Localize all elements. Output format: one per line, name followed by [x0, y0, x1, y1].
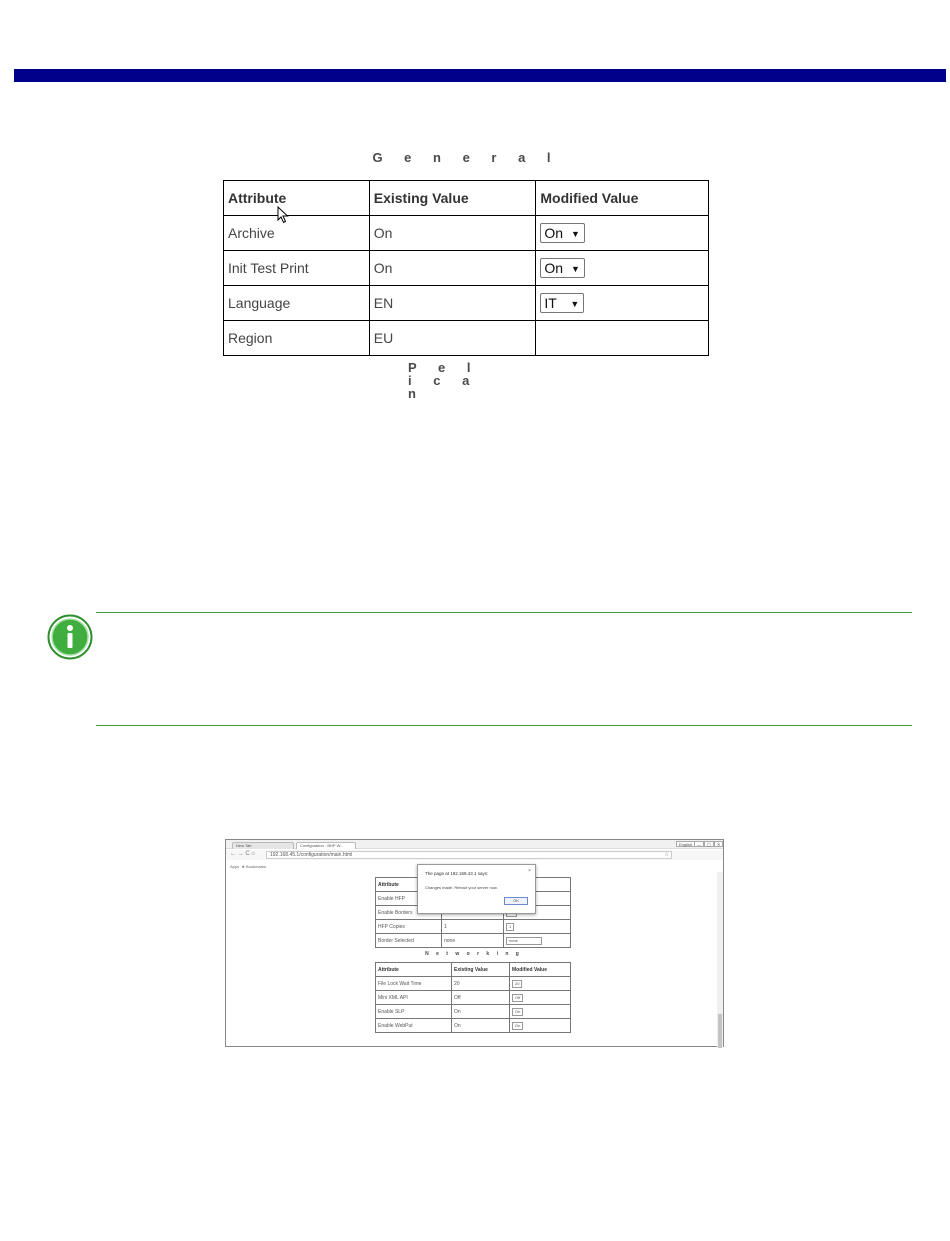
modified-value-cell: [536, 321, 709, 356]
dialog-close-icon: ×: [528, 868, 531, 874]
table-row: [376, 991, 571, 1005]
dialog-ok-button: OK: [504, 897, 528, 905]
existing-value-cell: Off: [452, 991, 510, 1005]
attribute-cell: Border Selected: [376, 934, 442, 948]
existing-value-cell: On: [452, 1019, 510, 1033]
settings-table: [223, 180, 709, 356]
bookmarks-bookmark: Bookmarks: [246, 864, 267, 869]
attribute-cell: Region: [224, 321, 370, 356]
header-existing-value: Existing Value: [452, 963, 510, 977]
browser-tab-strip: [226, 840, 723, 849]
alert-dialog: [417, 864, 536, 914]
attribute-cell: Enable WebPut: [376, 1019, 452, 1033]
browser-tab: Configuration - BHP W...: [296, 842, 356, 849]
info-icon: [47, 614, 93, 660]
header-modified-value: Modified Value: [510, 963, 571, 977]
table-row: [376, 1005, 571, 1019]
clipped-title-text: P e l i c a n: [408, 360, 480, 401]
star-icon: ☆: [664, 852, 670, 858]
modified-value-cell: [536, 216, 709, 251]
attribute-cell: File Lock Wait Time: [376, 977, 452, 991]
modified-value-cell: [536, 286, 709, 321]
language-select[interactable]: [540, 293, 584, 313]
header-attribute: Attribute: [224, 181, 370, 216]
attribute-cell: HFP Copies: [376, 920, 442, 934]
maximize-icon: ▢: [704, 841, 714, 847]
existing-value-cell: On: [452, 1005, 510, 1019]
table-row: [376, 920, 571, 934]
attribute-cell: Mini XML API: [376, 991, 452, 1005]
select-value: IT: [544, 295, 557, 311]
dialog-message: Changes made. Reboot your server now.: [425, 885, 498, 890]
existing-value-cell: EN: [369, 286, 536, 321]
table-row: [224, 216, 709, 251]
modified-value-cell: [536, 251, 709, 286]
table-header-row: [224, 181, 709, 216]
table-row: [376, 977, 571, 991]
select: On: [512, 1022, 523, 1030]
existing-value-cell: EU: [369, 321, 536, 356]
select-value: On: [544, 225, 564, 241]
header-existing-value: Existing Value: [369, 181, 536, 216]
existing-value-cell: On: [369, 251, 536, 286]
select: Off: [512, 994, 523, 1002]
bookmarks-bar: Apps ★ Bookmarks: [230, 864, 267, 869]
modified-value-cell: [510, 1005, 571, 1019]
select: none: [506, 937, 542, 945]
select: On: [512, 1008, 523, 1016]
init-test-print-select[interactable]: [540, 258, 585, 278]
table-row: [224, 286, 709, 321]
screenshot-table-networking: [375, 962, 571, 1033]
table-row: [376, 1019, 571, 1033]
attribute-cell: Enable HFP: [376, 892, 442, 906]
modified-value-cell: [504, 934, 571, 948]
existing-value-cell: none: [442, 934, 504, 948]
modified-value-cell: [510, 1019, 571, 1033]
close-icon: ✕: [714, 841, 723, 847]
language-button: English: [676, 841, 695, 847]
dropdown-arrow-icon: ▼: [571, 229, 580, 239]
note-divider-top: [96, 612, 912, 613]
section-title: G e n e r a l: [372, 150, 560, 165]
apps-bookmark: Apps: [230, 864, 240, 869]
table-row: [376, 934, 571, 948]
browser-tab: New Tab: [232, 842, 294, 849]
address-bar: 192.168.45.1/configuration/main.html: [266, 851, 672, 859]
table-row: [224, 321, 709, 356]
attribute-cell: Language: [224, 286, 370, 321]
modified-value-cell: [510, 977, 571, 991]
existing-value-cell: 20: [452, 977, 510, 991]
attribute-cell: Archive: [224, 216, 370, 251]
modified-value-cell: [504, 920, 571, 934]
header-attribute: Attribute: [376, 878, 442, 892]
existing-value-cell: On: [369, 216, 536, 251]
modified-value-cell: [510, 991, 571, 1005]
select: 20: [512, 980, 522, 988]
header-bar: [14, 69, 946, 82]
mouse-cursor-icon: [277, 206, 289, 224]
embedded-browser-screenshot: [225, 839, 724, 1047]
attribute-cell: Init Test Print: [224, 251, 370, 286]
minimize-icon: —: [694, 841, 704, 847]
table-row: [224, 251, 709, 286]
dropdown-arrow-icon: ▼: [571, 264, 580, 274]
dropdown-arrow-icon: ▼: [570, 299, 580, 309]
header-modified-value: Modified Value: [536, 181, 709, 216]
networking-title: N e t w o r k i n g: [425, 951, 522, 957]
archive-select[interactable]: [540, 223, 585, 243]
scrollbar-thumb: [718, 1014, 722, 1048]
scrollbar: [717, 872, 723, 1048]
existing-value-cell: 1: [442, 920, 504, 934]
dialog-title: The page at 192.168.43.1 says:: [425, 871, 489, 876]
next-section-title-clipped: [408, 360, 488, 401]
header-attribute: Attribute: [376, 963, 452, 977]
select: 1: [506, 923, 514, 931]
note-divider-bottom: [96, 725, 912, 726]
select-value: On: [544, 260, 564, 276]
attribute-cell: Enable Borders: [376, 906, 442, 920]
nav-buttons-icon: ← → C ⌂: [230, 851, 255, 857]
attribute-cell: Enable SLP: [376, 1005, 452, 1019]
